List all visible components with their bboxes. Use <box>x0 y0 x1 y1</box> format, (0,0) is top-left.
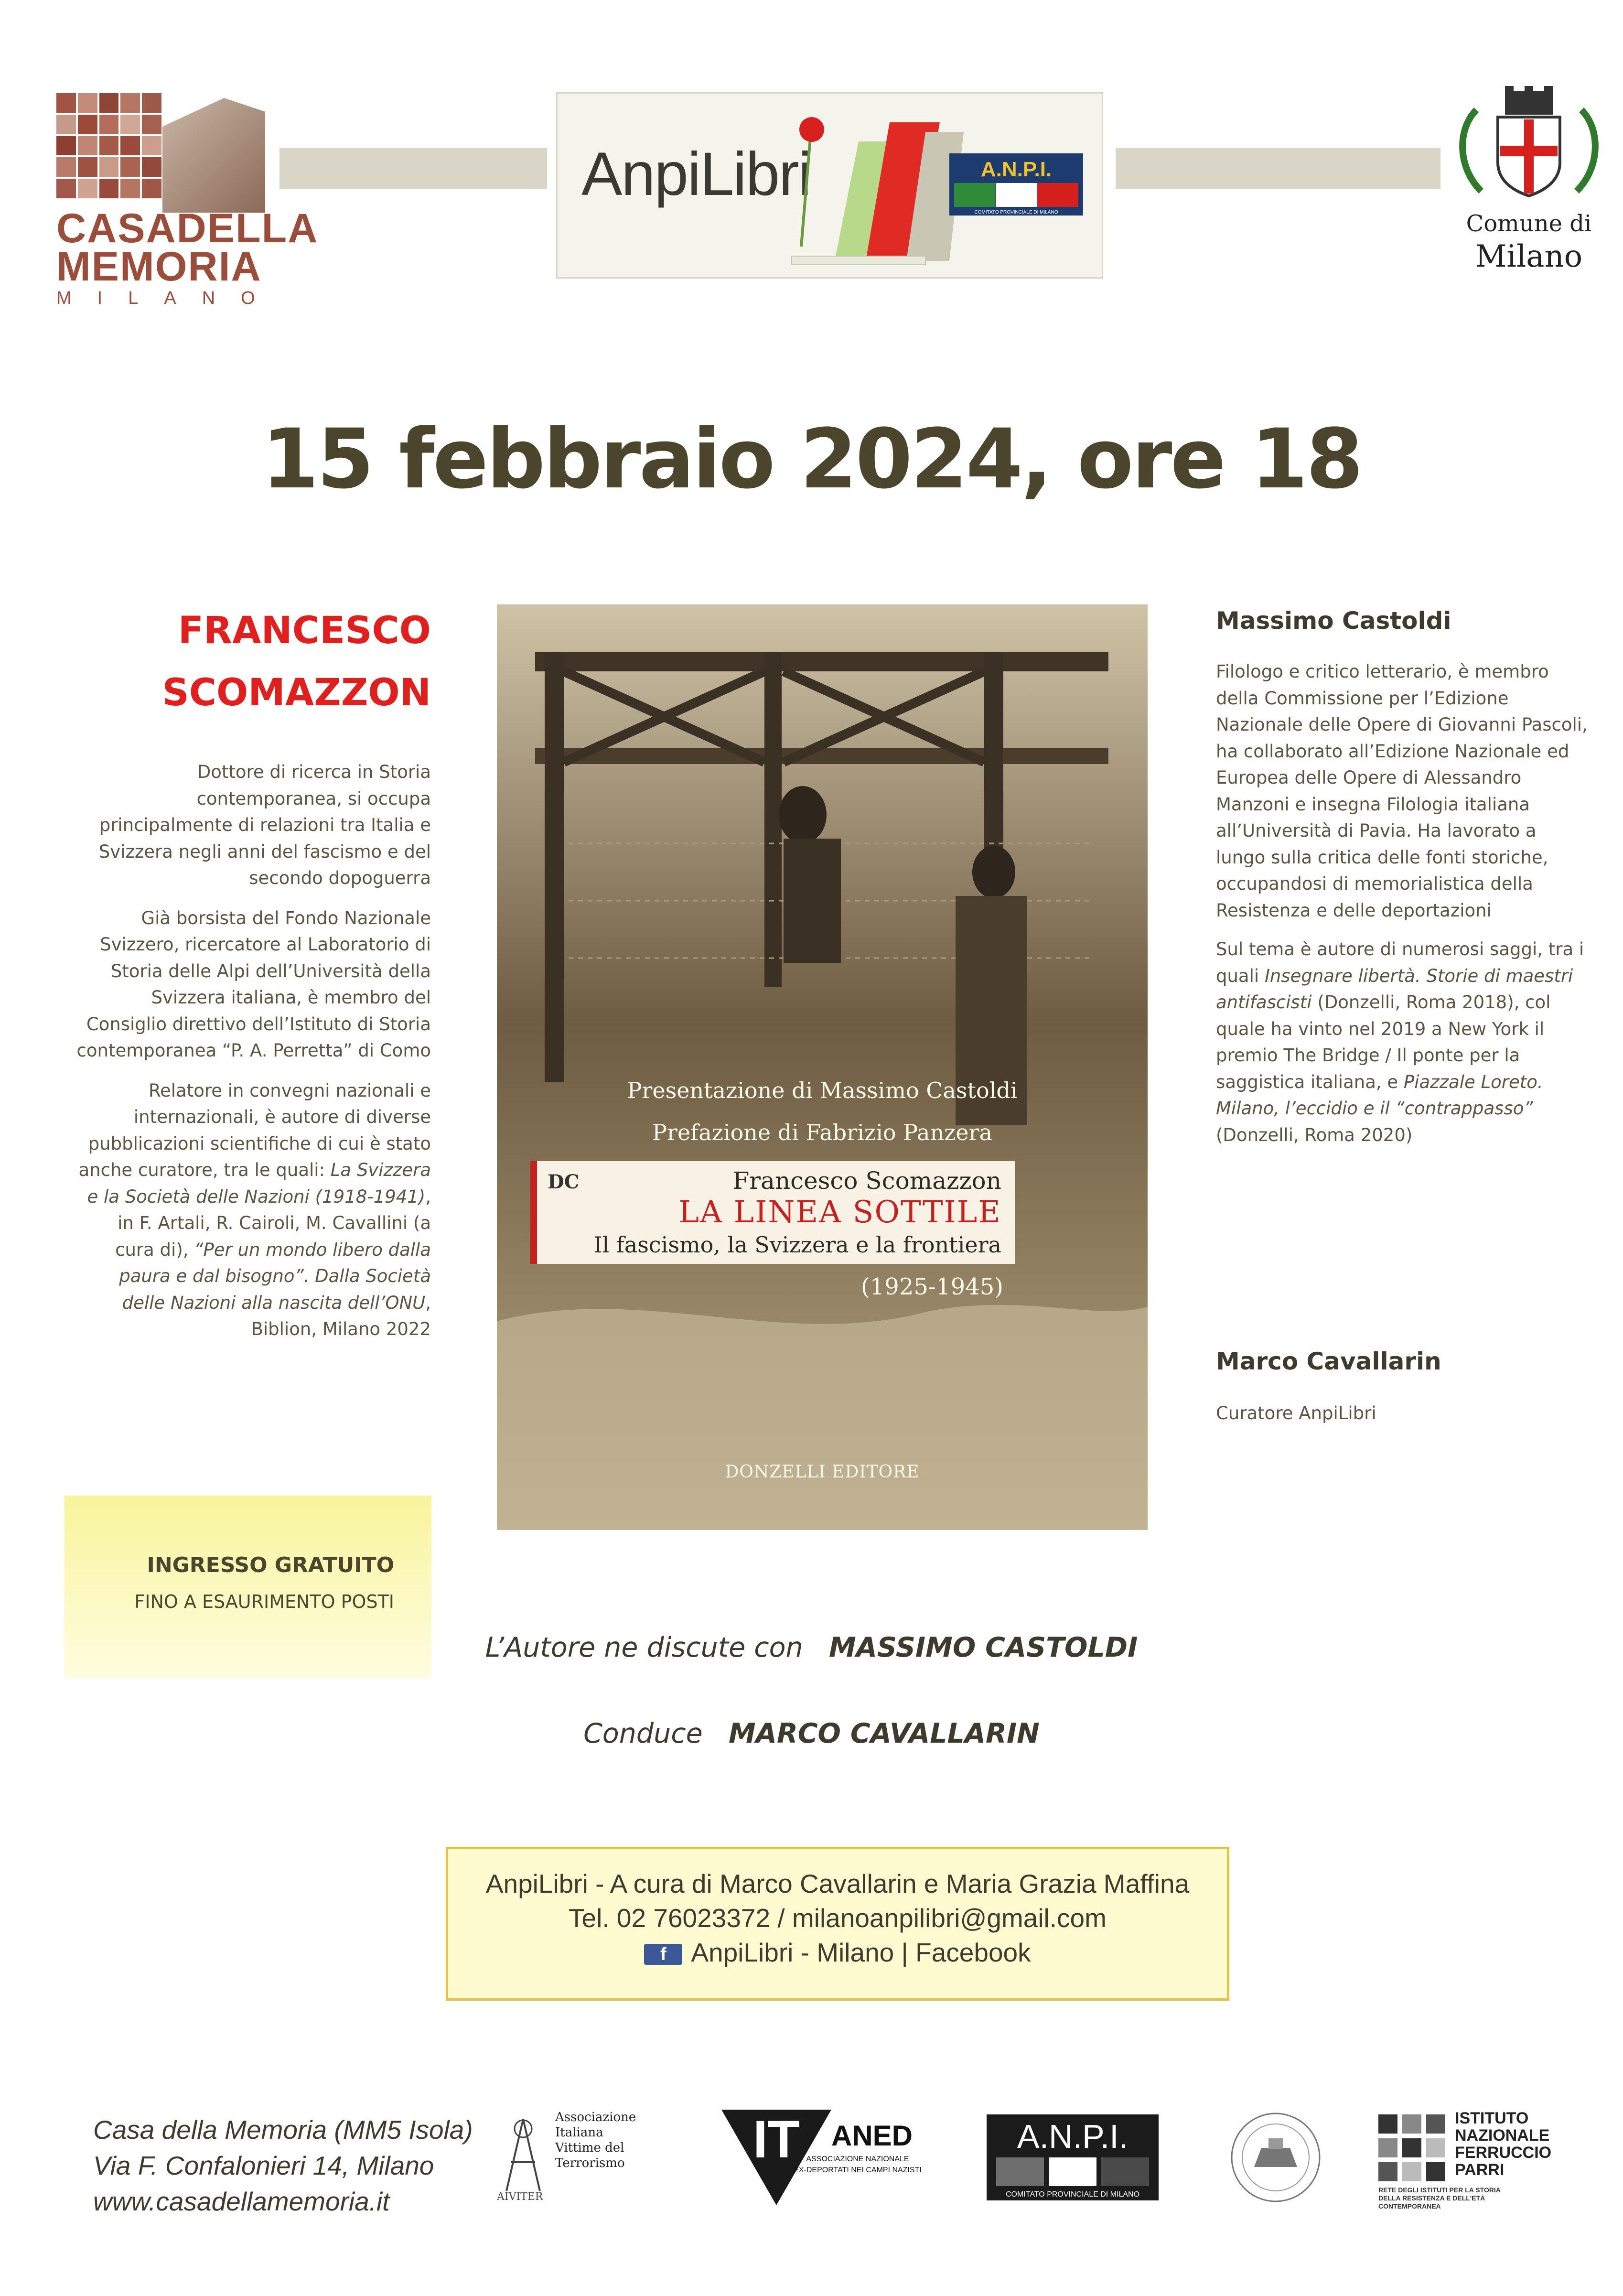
aiviter-line1: Associazione <box>555 2110 636 2124</box>
author-name-line2: SCOMAZZON <box>162 671 431 714</box>
aiviter-abbr: AIVITER <box>497 2191 543 2203</box>
casa-della-memoria-logo <box>56 93 319 308</box>
presenter-bio-text-c: (Donzelli, Roma 2020) <box>1216 1124 1413 1145</box>
facebook-icon: f <box>644 1944 682 1965</box>
anpi-badge-text: A.N.P.I. <box>980 158 1052 181</box>
aiviter-logo <box>497 2110 659 2210</box>
event-date: 15 febbraio 2024, ore 18 <box>261 411 1362 507</box>
cover-prefazione: Prefazione di Fabrizio Panzera <box>652 1120 992 1145</box>
parri-sub2: DELLA RESISTENZA E DELL'ETÀ <box>1378 2194 1485 2202</box>
casa-della-memoria-grid-icon <box>56 93 161 198</box>
discussion-prefix-1: L’Autore ne discute con <box>485 1632 803 1663</box>
website-link[interactable]: www.casadellamemoria.it <box>93 2187 390 2216</box>
author-bio-p1: Dottore di ricerca in Storia contemporanea, si occupa principalmente di relazioni tra Italia e Svizzera negli anni del fascismo e del secondo dopoguerra <box>98 762 431 888</box>
casa-della-memoria-building-icon <box>162 98 265 213</box>
aned-line2: EX-DEPORTATI NEI CAMPI NAZISTI <box>794 2166 922 2174</box>
presenter-bio-p1: Filologo e critico letterario, è membro della Commissione per l’Edizione Nazionale delle Opere di Giovanni Pascoli, ha collaborato all’Edizione Nazionale ed Europea delle Opere di Alessandro Manzoni e insegna Filologia italiana all’Università di Pavia. Ha lavorato a lungo sulla critica delle fonti storiche, occupandosi di memorialistica della Resistenza e delle deportazioni <box>1216 661 1588 921</box>
milano-crest-icon <box>1452 81 1605 205</box>
bio-p3-text-b: , in F. Artali, R. Cairoli, M. Cavallini (a cura di), <box>115 1186 431 1260</box>
contact-email[interactable]: Tel. 02 76023372 / milanoanpilibri@gmail.com <box>569 1903 1107 1933</box>
cover-author: Francesco Scomazzon <box>732 1167 1001 1195</box>
cover-presentazione: Presentazione di Massimo Castoldi <box>627 1078 1018 1103</box>
author-bio <box>76 759 431 1356</box>
aiviter-line2: Italiana <box>555 2125 603 2140</box>
parri-grid-icon <box>1378 2114 1450 2186</box>
presenter-bio-title-b: Piazzale Loreto. Milano, l’eccidio e il “contrappasso” <box>1216 1071 1543 1119</box>
bio-p3-text-a: Relatore in convegni nazionali e internazionali, è autore di diverse pubblicazioni scientifiche di cui è stato anche curatore, tra le quali: <box>78 1080 431 1180</box>
discussion-prefix-2: Conduce <box>583 1718 703 1749</box>
anpi-footer-name: A.N.P.I. <box>1017 2118 1129 2155</box>
round-seal-logo <box>1228 2110 1323 2210</box>
parri-logo <box>1378 2110 1560 2210</box>
presenter-bio-title-a: Insegnare libertà. Storie di maestri antifascisti <box>1216 965 1573 1013</box>
facebook-label: AnpiLibri - Milano | Facebook <box>691 1938 1031 1967</box>
parri-sub1: RETE DEGLI ISTITUTI PER LA STORIA <box>1378 2186 1501 2194</box>
parri-sub3: CONTEMPORANEA <box>1378 2202 1441 2210</box>
aned-line1: ASSOCIAZIONE NAZIONALE <box>806 2155 909 2163</box>
aned-name: ANED <box>831 2120 913 2152</box>
presenter-bio <box>1216 658 1589 1161</box>
bio-p3-text-c: , Biblion, Milano 2022 <box>251 1292 431 1339</box>
aiviter-line3: Vittime del <box>555 2141 624 2155</box>
author-name <box>162 600 431 724</box>
book-cover <box>497 604 1148 1530</box>
comune-line2: Milano <box>1475 239 1583 274</box>
anpi-footer-sub: COMITATO PROVINCIALE DI MILANO <box>1005 2190 1140 2199</box>
curator-name: Marco Cavallarin <box>1216 1347 1441 1375</box>
anpilibri-title: AnpiLibri <box>581 140 811 208</box>
comune-line1: Comune di <box>1466 210 1592 237</box>
presenter-bio-text-b: (Donzelli, Roma 2018), col quale ha vinto nel 2019 a New York il premio The Bridge / Il ponte per la saggistica italiana, e <box>1216 992 1551 1092</box>
cdm-line3: MILANO <box>56 288 281 308</box>
author-name-line1: FRANCESCO <box>178 609 431 652</box>
parri-line4: PARRI <box>1455 2161 1505 2179</box>
book-cover-photo <box>497 604 1148 1530</box>
anpi-badge-sub: COMITATO PROVINCIALE DI MILANO <box>974 210 1058 215</box>
presenter-bio-p2 <box>1216 936 1589 1148</box>
bio-p3-title-a: La Svizzera e la Società delle Nazioni (1918-1941) <box>87 1160 431 1207</box>
comune-di-milano-logo <box>1452 81 1605 282</box>
cover-title: LA LINEA SOTTILE <box>678 1195 1001 1230</box>
anpi-footer-badge-icon <box>987 2110 1159 2205</box>
contact-facebook[interactable] <box>448 1937 1227 1968</box>
cdm-line2: MEMORIA <box>56 244 262 290</box>
contact-line1: AnpiLibri - A cura di Marco Cavallarin e Maria Grazia Maffina <box>485 1869 1190 1898</box>
cover-years: (1925-1945) <box>861 1273 1003 1300</box>
anpi-footer-logo <box>987 2110 1159 2210</box>
footer-address <box>93 2112 473 2220</box>
anpilibri-logo <box>556 92 1103 279</box>
contact-box <box>446 1847 1229 2001</box>
free-entry-title: INGRESSO GRATUITO <box>147 1553 394 1577</box>
parri-text <box>1455 2110 1551 2178</box>
free-entry-subtitle: FINO A ESAURIMENTO POSTI <box>134 1591 394 1612</box>
publisher-mark-icon: DC <box>548 1171 580 1193</box>
address-line2: Via F. Confalonieri 14, Milano <box>93 2151 434 2180</box>
discussion-line2 <box>0 1718 1623 1749</box>
cdm-line1: CASADELLA <box>56 205 319 251</box>
aned-abbr: IT <box>753 2110 800 2169</box>
round-seal-icon <box>1228 2110 1323 2205</box>
parri-line3: FERRUCCIO <box>1455 2144 1552 2162</box>
discussion-name-2: MARCO CAVALLARIN <box>729 1718 1040 1749</box>
cover-title-box <box>530 1161 1015 1264</box>
aiviter-line4: Terrorismo <box>555 2156 625 2170</box>
presenter-bio-text-a: Sul tema è autore di numerosi saggi, tra i quali <box>1216 939 1584 986</box>
curator-role: Curatore AnpiLibri <box>1216 1403 1376 1423</box>
presenter-name: Massimo Castoldi <box>1216 607 1451 635</box>
aned-logo <box>721 2110 922 2210</box>
cover-publisher: DONZELLI EDITORE <box>725 1462 920 1482</box>
parri-line2: NAZIONALE <box>1455 2126 1550 2145</box>
aiviter-text <box>555 2110 636 2171</box>
header-band-left <box>279 148 547 189</box>
header-band-right <box>1116 148 1440 189</box>
cover-subtitle: Il fascismo, la Svizzera e la frontiera <box>593 1232 1001 1258</box>
author-bio-p2: Già borsista del Fondo Nazionale Svizzero, ricercatore al Laboratorio di Storia delle Alpi dell’Università della Svizzera italiana, è membro del Consiglio direttivo dell’Istituto di Storia contemporanea “P. A. Perretta” di Como <box>76 907 431 1061</box>
anpi-badge-icon <box>949 153 1083 216</box>
address-line1: Casa della Memoria (MM5 Isola) <box>93 2115 473 2145</box>
discussion-line1 <box>0 1632 1623 1663</box>
parri-sub <box>1378 2186 1560 2210</box>
author-bio-p3 <box>76 1078 431 1343</box>
discussion-name-1: MASSIMO CASTOLDI <box>829 1632 1138 1663</box>
bio-p3-title-b: “Per un mondo libero dalla paura e dal bisogno”. Dalla Società delle Nazioni alla nascita dell’ONU <box>119 1239 431 1313</box>
parri-line1: ISTITUTO <box>1455 2109 1529 2127</box>
